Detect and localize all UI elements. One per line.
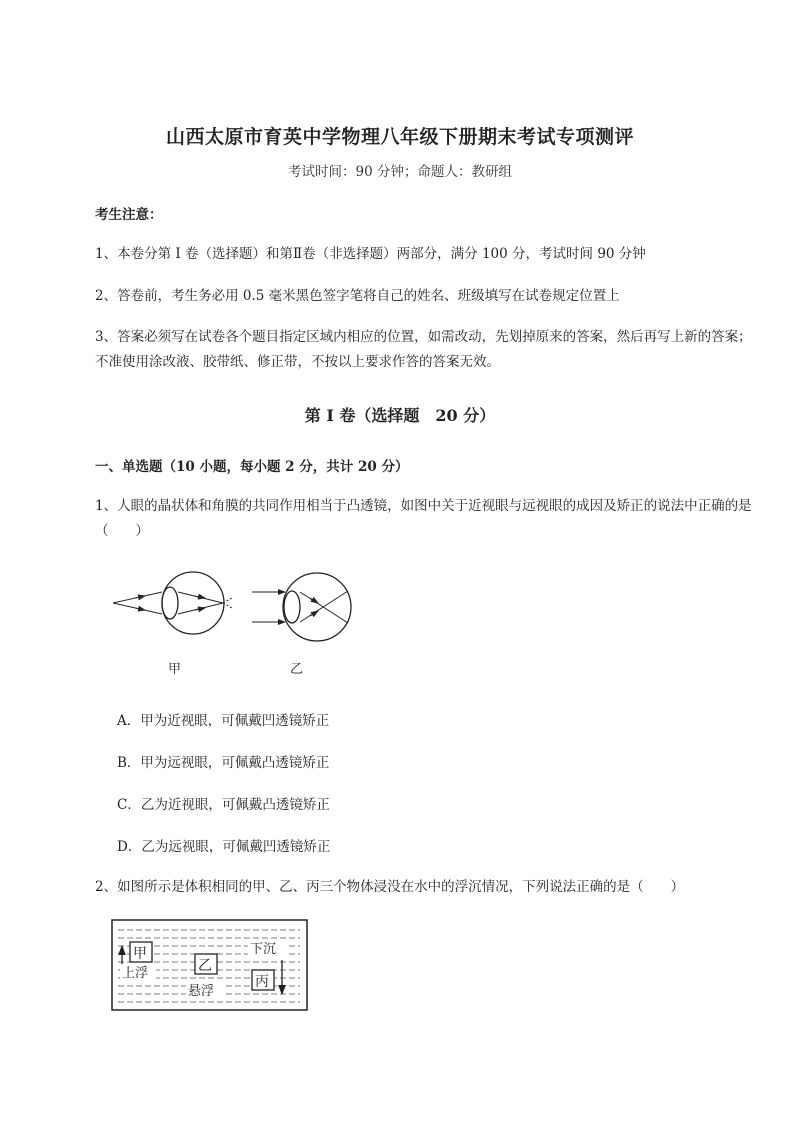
notice-item-1: 1、本卷分第 I 卷（选择题）和第Ⅱ卷（非选择题）两部分，满分 100 分，考试时间 90 分钟 <box>95 246 646 262</box>
buoyancy-tank-figure <box>110 918 310 1013</box>
eye-jia-diagram <box>113 572 232 634</box>
sink-label: 下沉 <box>250 942 277 957</box>
box-bing-label: 丙 <box>255 974 269 990</box>
eye-jia-label: 甲 <box>168 662 182 677</box>
notice-item-3: 3、答案必须写在试卷各个题目指定区域内相应的位置，如需改动，先划掉原来的答案，然后再写上新的答案；不准使用涂改液、胶带纸、修正带，不按以上要求作答的答案无效。 <box>95 329 752 370</box>
option-d[interactable]: D．乙为远视眼，可佩戴凹透镜矫正 <box>117 839 331 855</box>
section-title: 第 I 卷（选择题 20 分） <box>304 406 496 425</box>
eye-yi-label: 乙 <box>290 662 304 677</box>
section-subheading: 一、单选题（10 小题，每小题 2 分，共计 20 分） <box>95 459 409 475</box>
rise-label: 上浮 <box>122 966 149 981</box>
notice-heading: 考生注意： <box>95 207 163 223</box>
question-2-text: 2、如图所示是体积相同的甲、乙、丙三个物体浸没在水中的浮沉情况，下列说法正确的是（ ） <box>95 879 685 895</box>
box-yi-label: 乙 <box>198 958 212 974</box>
eye-diagram-figure <box>105 570 365 685</box>
box-jia-label: 甲 <box>133 946 147 962</box>
suspend-label: 悬浮 <box>188 984 215 999</box>
notice-item-2: 2、答卷前，考生务必用 0.5 毫米黑色签字笔将自己的姓名、班级填写在试卷规定位置上 <box>95 288 620 304</box>
page-subtitle: 考试时间：90 分钟；命题人：教研组 <box>288 164 512 180</box>
question-1-text: 1、人眼的晶状体和角膜的共同作用相当于凸透镜，如图中关于近视眼与远视眼的成因及矫正的说法中正确的是（ ） <box>95 498 752 539</box>
eye-yi-diagram <box>252 573 351 641</box>
option-a[interactable]: A．甲为近视眼，可佩戴凹透镜矫正 <box>117 713 330 729</box>
option-c[interactable]: C．乙为近视眼，可佩戴凸透镜矫正 <box>117 797 330 813</box>
page-title: 山西太原市育英中学物理八年级下册期末考试专项测评 <box>165 126 634 148</box>
option-b[interactable]: B．甲为远视眼，可佩戴凸透镜矫正 <box>117 755 330 771</box>
